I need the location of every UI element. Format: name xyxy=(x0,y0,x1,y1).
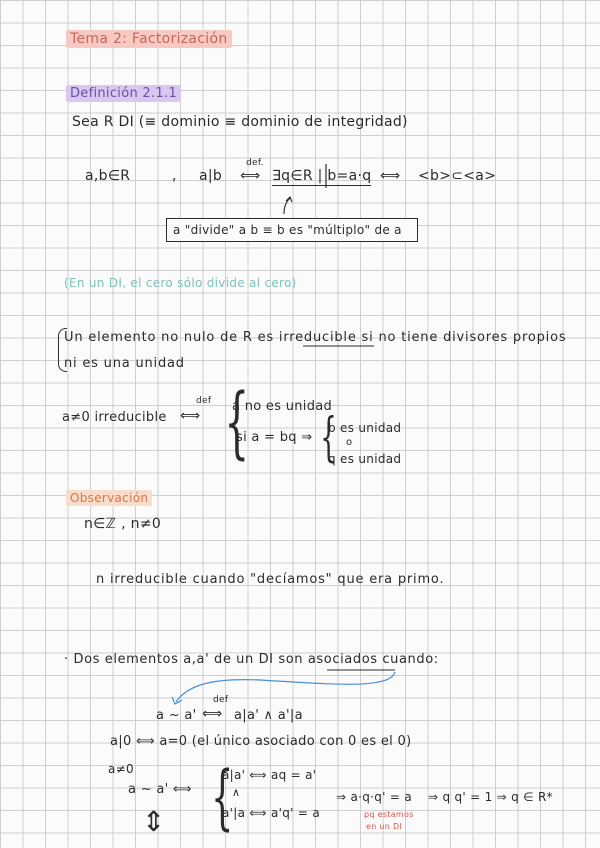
irreducible-def-label: def xyxy=(196,396,212,406)
associates-rel: a ~ a' xyxy=(156,708,197,723)
page-title: Tema 2: Factorización xyxy=(66,30,232,48)
associates-note-line2: en un DI xyxy=(366,822,403,831)
irreducible-lhs: a≠0 irreducible xyxy=(62,410,167,425)
observation-line2: n irreducible cuando "decíamos" que era primo. xyxy=(96,572,445,587)
divides-exists: ∃q∈R | b=a·q xyxy=(272,168,372,184)
box-pointer-arrowhead xyxy=(286,197,292,202)
divides-def-label: def. xyxy=(246,158,264,168)
observation-line1: n∈ℤ , n≠0 xyxy=(84,516,162,532)
irreducible-sub1: b es unidad xyxy=(328,421,402,435)
associates-chain2: ⇒ q q' = 1 ⇒ q ∈ R* xyxy=(428,790,553,804)
associates-a-nonzero: a≠0 xyxy=(108,762,134,776)
irreducible-sub-brace: { xyxy=(320,408,337,468)
associates-blue-arrowhead xyxy=(172,697,182,704)
divides-iff: ⟺ xyxy=(240,168,261,184)
irreducible-iff: ⟺ xyxy=(180,408,201,424)
associates-row2: a'|a ⟺ a'q' = a xyxy=(222,806,320,820)
associates-rhs: a|a' ∧ a'|a xyxy=(234,708,303,723)
associates-rel2: a ~ a' ⟺ xyxy=(128,782,192,797)
associates-iff: ⟺ xyxy=(202,706,223,722)
irreducible-sub-or: o xyxy=(346,437,353,448)
divides-a-div-b: a|b xyxy=(199,168,223,184)
associates-brace: { xyxy=(211,756,234,838)
divides-ideals: <b>⊂<a> xyxy=(418,168,497,184)
observation-label: Observación xyxy=(66,490,152,506)
irreducible-case2: si a = bq ⇒ xyxy=(236,430,313,445)
bottom-double-arrow-icon: ⇕ xyxy=(142,805,166,838)
associates-intro: · Dos elementos a,a' de un DI son asociados cuando: xyxy=(64,652,439,667)
divides-lhs: a,b∈R xyxy=(85,168,131,184)
associates-def-label: def xyxy=(213,695,229,705)
irreducible-line1: Un elemento no nulo de R es irreducible si no tiene divisores propios xyxy=(64,330,567,345)
irreducible-sub2: q es unidad xyxy=(328,452,402,466)
divides-box: a "divide" a b ≡ b es "múltiplo" de a xyxy=(166,218,418,242)
irreducible-brace: { xyxy=(224,378,250,468)
associates-note-line1: pq estamos xyxy=(364,810,414,819)
associates-zero-line: a|0 ⟺ a=0 (el único asociado con 0 es el 0) xyxy=(110,734,412,749)
associates-blue-arrow xyxy=(176,672,395,702)
associates-and: ∧ xyxy=(232,786,241,799)
divides-iff2: ⟺ xyxy=(380,168,401,184)
zero-note: (En un DI, el cero sólo divide al cero) xyxy=(64,276,297,290)
associates-chain1: ⇒ a·q·q' = a xyxy=(336,790,413,804)
irreducible-case1: a no es unidad xyxy=(232,399,333,414)
associates-row1: a|a' ⟺ aq = a' xyxy=(222,768,317,782)
box-pointer-arrow xyxy=(284,198,290,214)
irreducible-line2: ni es una unidad xyxy=(64,356,185,371)
divides-comma: , xyxy=(172,168,177,184)
sea-line: Sea R DI (≡ dominio ≡ dominio de integridad) xyxy=(72,114,408,130)
definition-label: Definición 2.1.1 xyxy=(66,85,181,102)
